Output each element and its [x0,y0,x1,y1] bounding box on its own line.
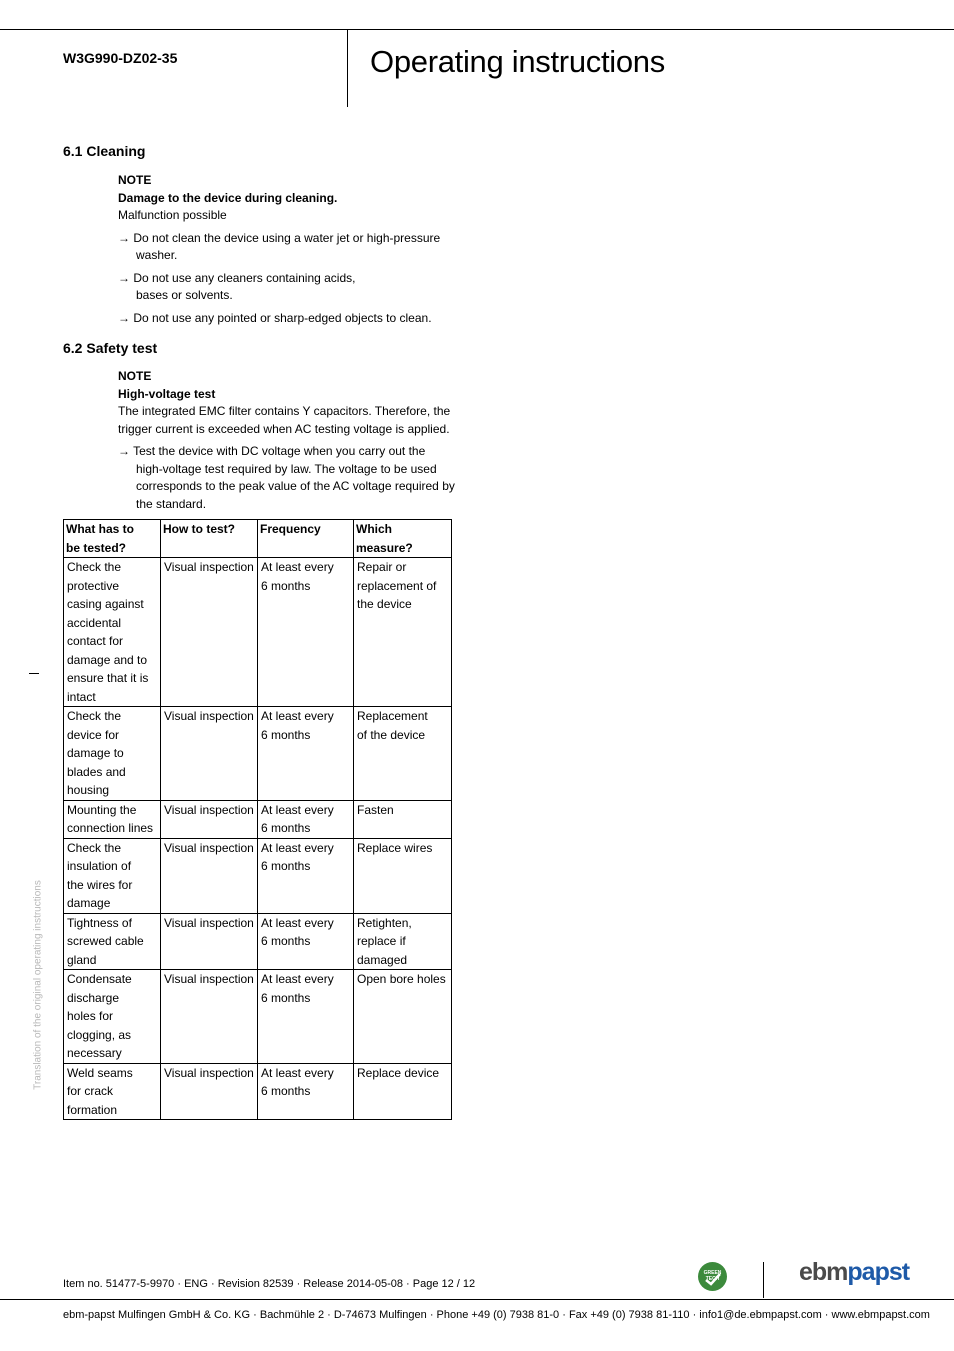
item-info: Item no. 51477-5-9970 · ENG · Revision 82539 · Release 2014-05-08 · Page 12 / 12 [63,1278,476,1290]
cleaning-note-text: Malfunction possible [118,208,227,222]
table-cell: At least every 6 months [258,970,354,1064]
table-cell: At least every 6 months [258,800,354,838]
translation-note: Translation of the original operating instructions [32,880,44,1090]
table-cell: At least every 6 months [258,838,354,913]
table-cell: Visual inspection [161,707,258,801]
table-cell: Visual inspection [161,838,258,913]
ebmpapst-logo [799,1258,909,1287]
table-cell: Check the insulation of the wires for damage [64,838,161,913]
company-info: ebm-papst Mulfingen GmbH & Co. KG · Bachmühle 2 · D-74673 Mulfingen · Phone +49 (0) 7938 81-0 · Fax +49 (0) 7938 81-110 · info1@de.ebmpapst.com · www.ebmpapst.com [63,1309,930,1321]
cleaning-item-line: Do not use any cleaners containing acids, [133,270,356,285]
table-row [64,838,452,913]
table-row [64,800,452,838]
cleaning-note-label: NOTE [118,173,152,187]
arrow-icon: → [118,230,134,245]
safety-note-text-line: The integrated EMC filter contains Y capacitors. Therefore, the [118,404,451,418]
footer-rule [0,1299,954,1300]
margin-mark [29,673,39,674]
table-header-cell: Frequency [258,520,354,558]
greentech-badge-icon [698,1262,727,1291]
table-cell: Visual inspection [161,1063,258,1120]
cleaning-item-line: bases or solvents. [136,288,233,302]
table-row [64,707,452,801]
table-cell: Retighten, replace if damaged [354,913,452,970]
arrow-icon: → [118,270,134,285]
table-cell: At least every 6 months [258,913,354,970]
table-cell: Visual inspection [161,800,258,838]
greentech-label: GREEN TECH [703,1270,722,1282]
cleaning-item [118,230,458,265]
safety-note-text [118,403,458,438]
cleaning-note-title: Damage to the device during cleaning. [118,190,338,205]
cleaning-note [118,172,458,327]
safety-note [118,368,458,513]
table-cell: Replace device [354,1063,452,1120]
safety-item-line: high-voltage test required by law. The voltage to be used [136,461,437,476]
table-cell: Open bore holes [354,970,452,1064]
table-cell: At least every 6 months [258,558,354,707]
table-cell: Condensate discharge holes for clogging, as necessary [64,970,161,1064]
table-cell: Check the protective casing against accidental contact for damage and to ensure that it is intact [64,558,161,707]
safety-test-table [63,519,452,1120]
logo-ebm: ebm [799,1258,848,1286]
table-cell: Visual inspection [161,558,258,707]
header-top-rule [0,29,954,30]
table-header-cell: How to test? [161,520,258,558]
safety-note-label: NOTE [118,369,152,383]
cleaning-item-line: Do not use any pointed or sharp-edged objects to clean. [133,310,432,325]
logo-divider [763,1262,764,1298]
table-cell: Visual inspection [161,970,258,1064]
table-row [64,1063,452,1120]
header-divider [347,29,348,107]
cleaning-item [118,310,458,328]
cleaning-item [118,270,458,305]
safety-note-text-line: trigger current is exceeded when AC testing voltage is applied. [118,421,450,436]
table-cell: Replace wires [354,838,452,913]
table-row [64,558,452,707]
table-cell: Replacement of the device [354,707,452,801]
table-cell: At least every 6 months [258,1063,354,1120]
table-cell: Fasten [354,800,452,838]
arrow-icon: → [118,444,134,458]
safety-item-line: Test the device with DC voltage when you carry out the [133,444,426,458]
page-title: Operating instructions [370,44,665,79]
safety-item [118,443,458,513]
table-header-cell: Which measure? [354,520,452,558]
cleaning-item-line: Do not clean the device using a water jet or high-pressure [133,230,441,245]
checkmark-icon [704,1272,722,1286]
table-cell: Check the device for damage to blades and housing [64,707,161,801]
safety-item-line: the standard. [136,496,207,511]
logo-papst: papst [847,1258,910,1286]
table-header-cell: What has to be tested? [64,520,161,558]
arrow-icon: → [118,310,134,325]
table-cell: Repair or replacement of the device [354,558,452,707]
safety-heading: 6.2 Safety test [63,340,158,356]
safety-item-line: corresponds to the peak value of the AC voltage required by [136,479,455,493]
table-row [64,913,452,970]
table-cell: Mounting the connection lines [64,800,161,838]
table-row [64,970,452,1064]
model-number: W3G990-DZ02-35 [63,50,178,66]
table-cell: Tightness of screwed cable gland [64,913,161,970]
table-cell: At least every 6 months [258,707,354,801]
safety-note-title: High-voltage test [118,386,216,401]
table-cell: Weld seams for crack formation [64,1063,161,1120]
cleaning-item-line: washer. [136,248,178,262]
cleaning-heading: 6.1 Cleaning [63,143,146,159]
table-cell: Visual inspection [161,913,258,970]
table-header-row [64,520,452,558]
